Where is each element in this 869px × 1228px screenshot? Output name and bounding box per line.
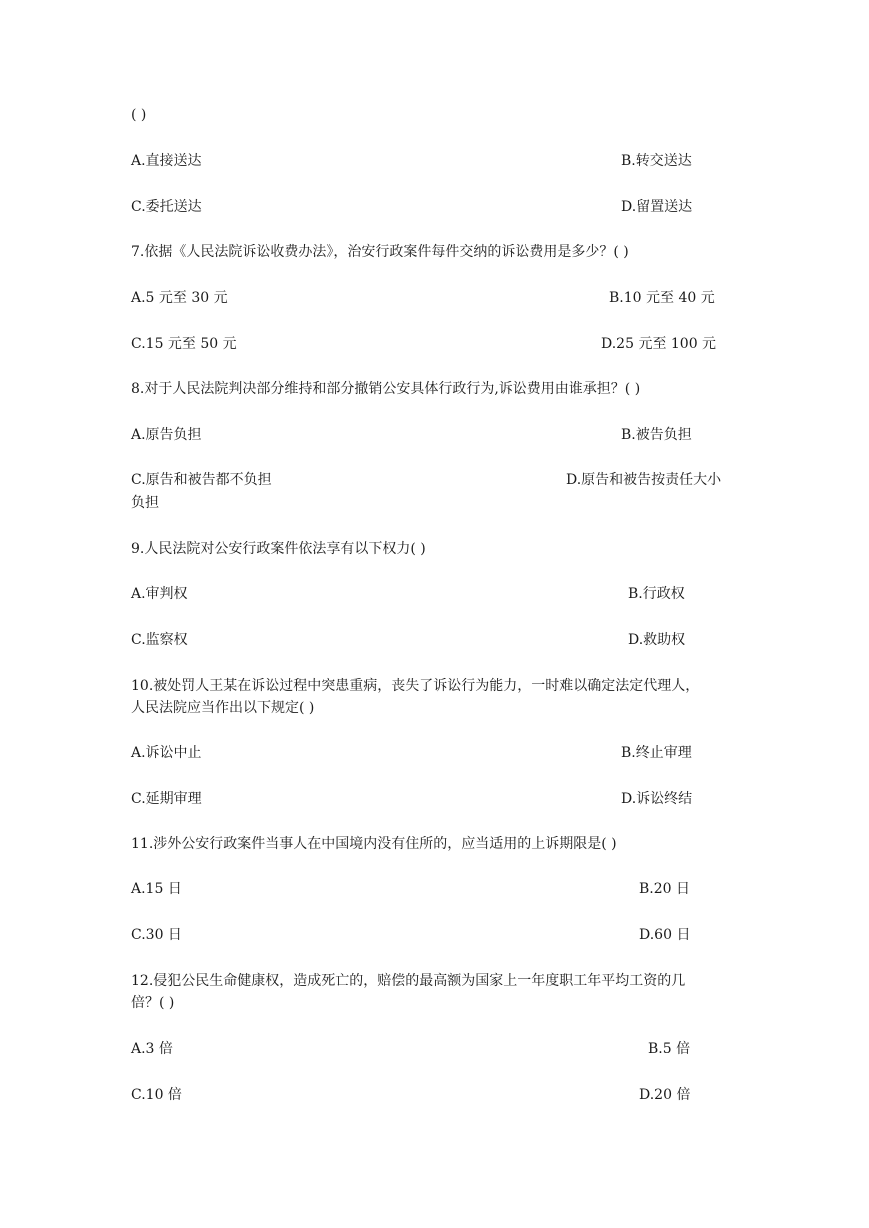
- q10-option-a: A.诉讼中止: [131, 745, 202, 761]
- q9-option-c: C.监察权: [131, 632, 188, 648]
- q11-option-d: D.60 日: [639, 927, 691, 943]
- q9-option-a: A.审判权: [131, 586, 188, 602]
- q8-option-b: B.被告负担: [621, 427, 692, 443]
- q6-option-c: C.委托送达: [131, 199, 202, 215]
- q9-option-d: D.救助权: [628, 632, 686, 648]
- q10-stem-line-1: 10.被处罚人王某在诉讼过程中突患重病，丧失了诉讼行为能力，一时难以确定法定代理人，: [131, 678, 700, 694]
- q12-stem-line-1: 12.侵犯公民生命健康权，造成死亡的，赔偿的最高额为国家上一年度职工年平均工资的几: [131, 973, 686, 989]
- q7-option-b: B.10 元至 40 元: [609, 290, 715, 306]
- q8-option-d: D.原告和被告按责任大小: [566, 472, 722, 488]
- q11-stem: 11.涉外公安行政案件当事人在中国境内没有住所的，应当适用的上诉期限是( ): [131, 836, 617, 852]
- q9-option-b: B.行政权: [628, 586, 685, 602]
- q12-stem-line-2: 倍？( ): [131, 995, 175, 1011]
- q7-option-d: D.25 元至 100 元: [601, 336, 717, 352]
- q8-stem: 8.对于人民法院判决部分维持和部分撤销公安具体行政行为,诉讼费用由谁承担？( ): [131, 381, 641, 397]
- q7-option-a: A.5 元至 30 元: [131, 290, 228, 306]
- q12-option-a: A.3 倍: [131, 1041, 173, 1057]
- q6-option-d: D.留置送达: [621, 199, 693, 215]
- q8-option-d-continued: 负担: [131, 495, 159, 511]
- q8-option-c: C.原告和被告都不负担: [131, 472, 272, 488]
- q6-option-b: B.转交送达: [621, 153, 692, 169]
- q9-stem: 9.人民法院对公安行政案件依法享有以下权力( ): [131, 541, 426, 557]
- q12-option-b: B.5 倍: [648, 1041, 691, 1057]
- q11-option-b: B.20 日: [639, 881, 691, 897]
- q12-option-c: C.10 倍: [131, 1087, 182, 1103]
- q10-stem-line-2: 人民法院应当作出以下规定( ): [131, 700, 315, 716]
- q12-option-d: D.20 倍: [639, 1087, 691, 1103]
- q8-option-a: A.原告负担: [131, 427, 202, 443]
- q10-option-c: C.延期审理: [131, 791, 202, 807]
- question-6-blank: ( ): [131, 107, 147, 123]
- q10-option-d: D.诉讼终结: [621, 791, 693, 807]
- q11-option-a: A.15 日: [131, 881, 182, 897]
- q6-option-a: A.直接送达: [131, 153, 202, 169]
- q7-option-c: C.15 元至 50 元: [131, 336, 237, 352]
- q7-stem: 7.依据《人民法院诉讼收费办法》，治安行政案件每件交纳的诉讼费用是多少？( ): [131, 244, 629, 260]
- q11-option-c: C.30 日: [131, 927, 182, 943]
- q10-option-b: B.终止审理: [621, 745, 692, 761]
